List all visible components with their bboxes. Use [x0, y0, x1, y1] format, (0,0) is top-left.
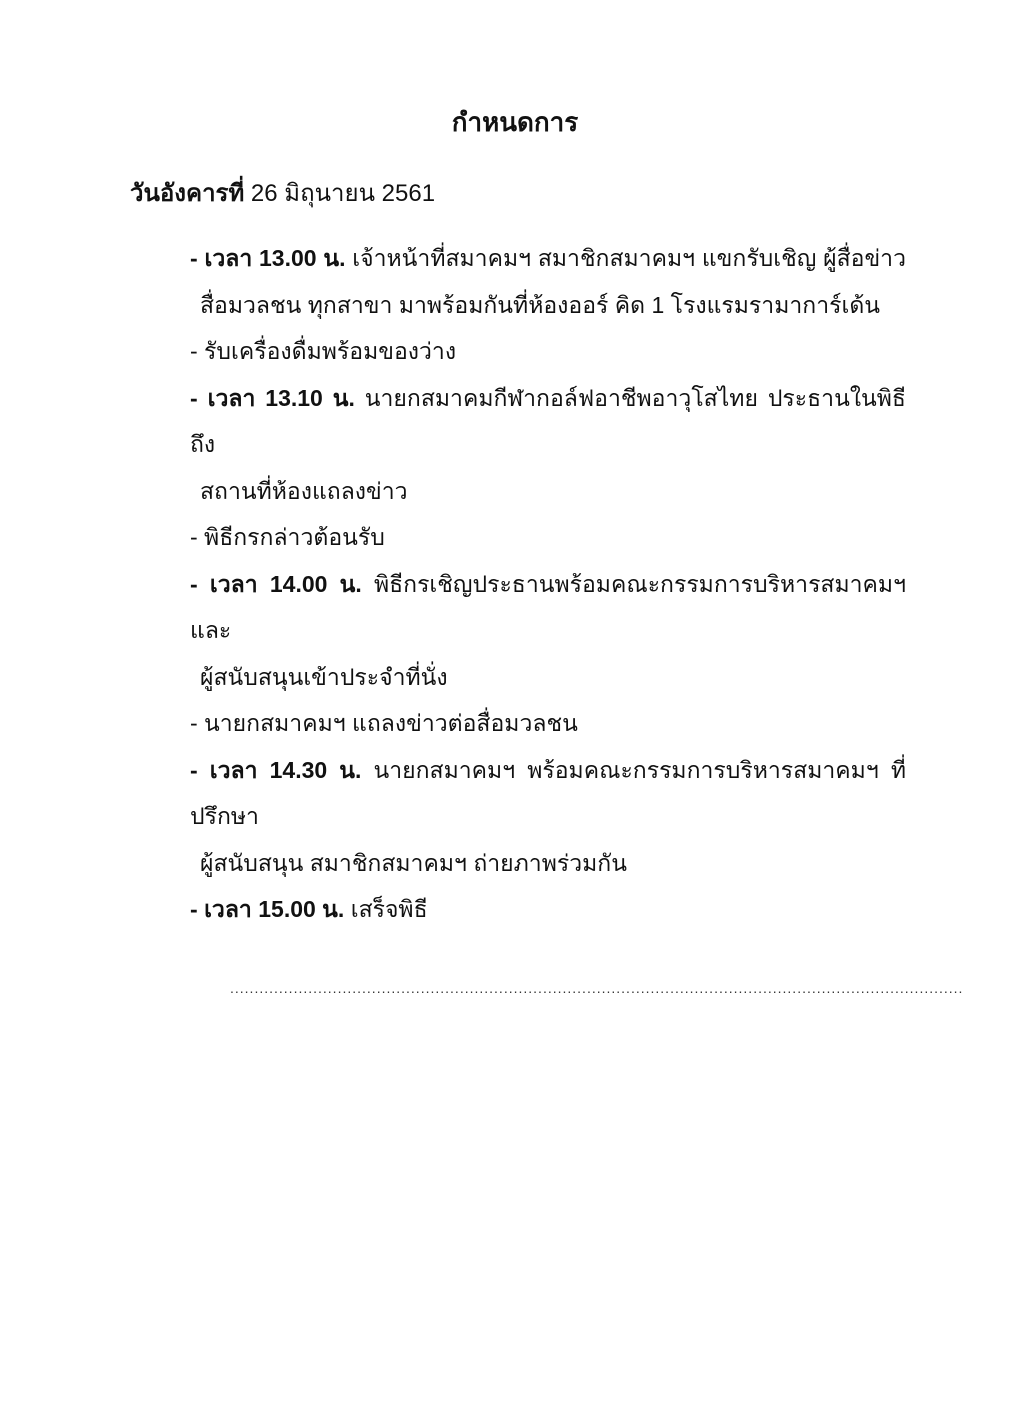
time-label: เวลา 13.10 น. — [207, 384, 355, 411]
schedule-item-1310-cont: สถานที่ห้องแถลงข่าว — [200, 477, 408, 504]
schedule-item-1400: - เวลา 14.00 น. พิธีกรเชิญประธานพร้อมคณะกรรมการบริหารสมาคมฯ และ — [190, 570, 906, 643]
schedule-item-1430: - เวลา 14.30 น. นายกสมาคมฯ พร้อมคณะกรรมการบริหารสมาคมฯ ที่ปรึกษา — [190, 756, 906, 829]
schedule-item-1400-cont: ผู้สนับสนุนเข้าประจำที่นั่ง — [200, 663, 448, 690]
time-label: เวลา 13.00 น. — [204, 245, 346, 271]
separator-wrap — [190, 979, 964, 997]
schedule-item-1500: - เวลา 15.00 น. เสร็จพิธี — [190, 896, 428, 922]
schedule-item-1430-cont: ผู้สนับสนุน สมาชิกสมาคมฯ ถ่ายภาพร่วมกัน — [200, 849, 627, 876]
schedule-item-welcome: - พิธีกรกล่าวต้อนรับ — [190, 524, 385, 550]
page-title: กำหนดการ — [451, 107, 579, 137]
schedule-item-1300-cont: สื่อมวลชน ทุกสาขา มาพร้อมกันที่ห้องออร์ คิด 1 โรงแรมรามาการ์เด้น — [200, 291, 880, 318]
schedule-item-1300: - เวลา 13.00 น. เจ้าหน้าที่สมาคมฯ สมาชิกสมาคมฯ แขกรับเชิญ ผู้สื่อข่าว — [190, 245, 906, 271]
time-label: เวลา 14.30 น. — [209, 756, 362, 783]
separator-dotted-line: ...................................................................................................................................................... — [230, 979, 964, 996]
event-date — [130, 178, 435, 210]
time-label: เวลา 15.00 น. — [204, 896, 345, 922]
schedule-item-press: - นายกสมาคมฯ แถลงข่าวต่อสื่อมวลชน — [190, 710, 578, 736]
date-weekday: วันอังคารที่ — [130, 180, 245, 207]
schedule-list — [190, 235, 964, 997]
time-label: เวลา 14.00 น. — [209, 570, 362, 597]
schedule-item-1310: - เวลา 13.10 น. นายกสมาคมกีฬากอล์ฟอาชีพอาวุโสไทย ประธานในพิธีถึง — [190, 384, 906, 457]
schedule-item-refreshments: - รับเครื่องดื่มพร้อมของว่าง — [190, 338, 457, 364]
date-value: 26 มิถุนายน 2561 — [244, 180, 436, 207]
